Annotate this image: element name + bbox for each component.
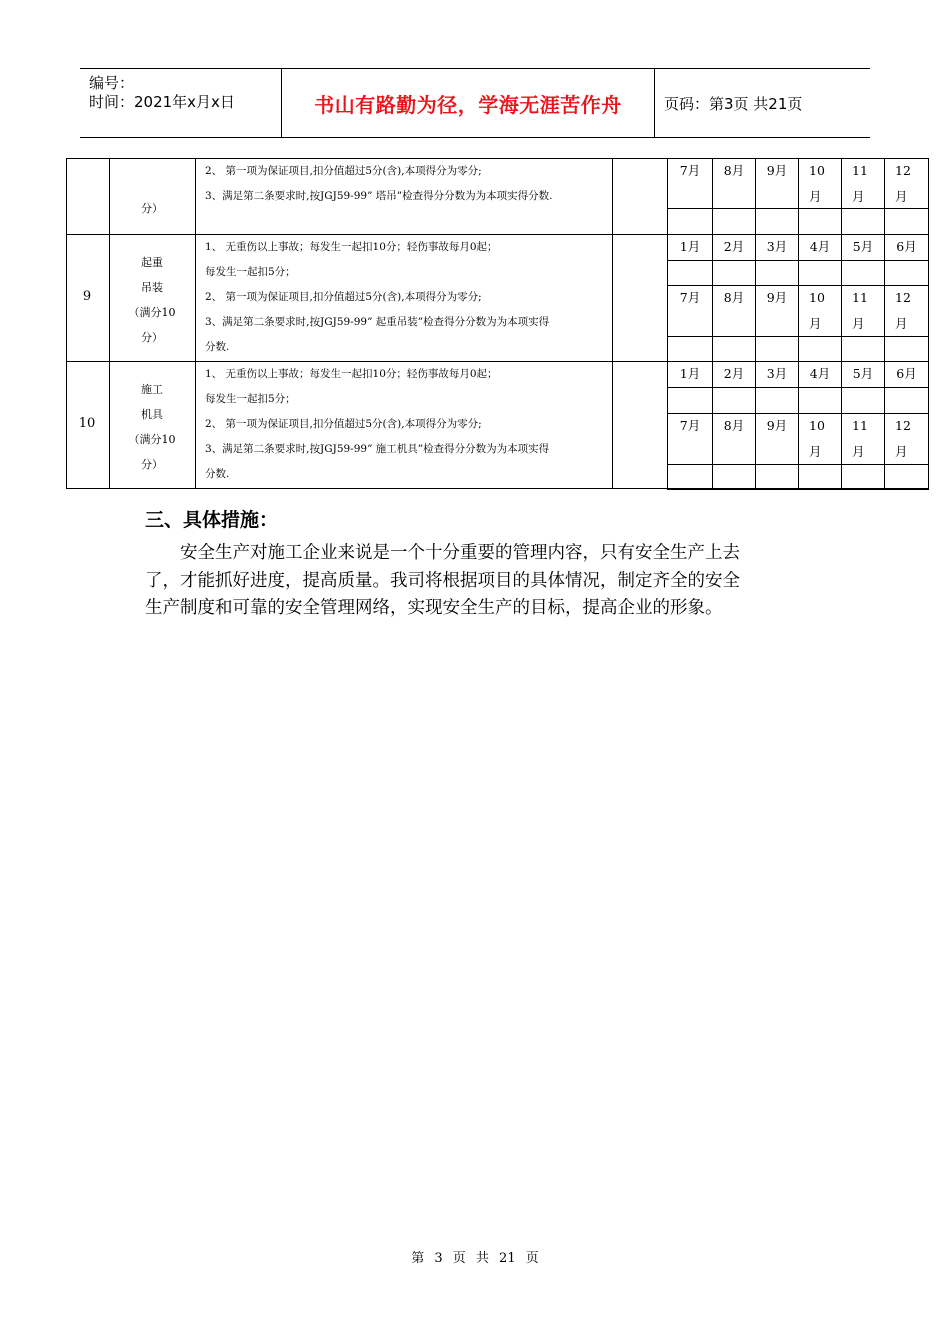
section-title: 三、具体措施： — [145, 509, 279, 531]
paragraph-line: 安全生产对施工企业来说是一个十分重要的管理内容，只有安全生产上去 — [145, 543, 740, 563]
month-cell: 2月 — [723, 239, 745, 254]
month-cell: 3月 — [766, 239, 788, 254]
month-cell: 8月 — [723, 163, 745, 178]
month-cell: 3月 — [766, 366, 788, 381]
table-rule — [667, 489, 929, 490]
month-cell: 7月 — [679, 290, 701, 305]
row-description — [205, 235, 549, 360]
row-description — [205, 159, 553, 209]
description-line: 分数. — [205, 468, 230, 480]
month-cell: 11 月 — [852, 418, 868, 459]
row-number: 10 — [78, 416, 96, 431]
description-line: 1、 无重伤以上事故；每发生一起扣10分；轻伤事故每月0起； — [205, 368, 498, 380]
category-line: （满分10 — [128, 305, 176, 319]
category-line: 吊装 — [141, 280, 163, 294]
description-line: 1、 无重伤以上事故；每发生一起扣10分；轻伤事故每月0起； — [205, 241, 498, 253]
month-cell: 1月 — [679, 239, 701, 254]
month-cell: 10 月 — [809, 418, 825, 459]
month-cell: 1月 — [679, 366, 701, 381]
month-cell: 4月 — [809, 366, 831, 381]
category-line: 施工 — [141, 383, 163, 396]
month-cell: 10 月 — [809, 163, 825, 204]
safety-score-table — [66, 158, 929, 489]
month-cell: 8月 — [723, 290, 745, 305]
month-cell: 5月 — [852, 366, 874, 381]
month-cell: 9月 — [766, 163, 788, 178]
category-line: 分） — [141, 330, 163, 344]
table-rule — [195, 158, 196, 489]
description-line: 3、满足第二条要求时,按JGJ59-99” 施工机具”检查得分分数为为本项实得 — [205, 443, 550, 455]
table-rule — [612, 158, 613, 489]
month-cell: 12 月 — [895, 290, 911, 331]
description-line: 3、满足第二条要求时,按JGJ59-99” 塔吊”检查得分分数为为本项实得分数. — [205, 190, 553, 202]
month-cell: 6月 — [896, 239, 917, 254]
table-rule — [667, 260, 929, 261]
header-info-cell — [80, 69, 282, 137]
description-line: 2、 第一项为保证项目,扣分值超过5分(含),本项得分为零分; — [205, 418, 482, 430]
description-line: 每发生一起扣5分； — [205, 266, 296, 278]
month-cell: 9月 — [766, 418, 788, 433]
month-cell: 8月 — [723, 418, 745, 433]
page-footer: 第 3 页 共 21 页 — [411, 1251, 539, 1266]
month-cell: 12 月 — [895, 418, 911, 459]
description-line: 2、 第一项为保证项目,扣分值超过5分(含),本项得分为零分; — [205, 165, 482, 177]
month-cell: 11 月 — [852, 290, 868, 331]
category-line: （满分10 — [128, 433, 176, 446]
paragraph-line: 生产制度和可靠的安全管理网络，实现安全生产的目标，提高企业的形象。 — [145, 598, 723, 618]
category-line: 机具 — [141, 408, 163, 421]
paragraph-line: 了，才能抓好进度，提高质量。我司将根据项目的具体情况，制定齐全的安全 — [145, 570, 740, 591]
description-line: 2、 第一项为保证项目,扣分值超过5分(含),本项得分为零分; — [205, 291, 482, 303]
category-line: 分） — [141, 458, 163, 471]
category-line: 分） — [141, 202, 163, 215]
row-category — [109, 250, 195, 350]
month-cell: 12 月 — [895, 163, 911, 204]
description-line: 每发生一起扣5分； — [205, 393, 296, 405]
table-rule — [667, 387, 929, 388]
row-category — [109, 196, 195, 221]
month-cell: 4月 — [809, 239, 831, 254]
month-cell: 7月 — [679, 163, 701, 178]
document-header — [80, 68, 870, 138]
row-number: 9 — [82, 288, 92, 304]
table-rule — [66, 158, 67, 489]
row-category — [109, 377, 195, 477]
document-time-label: 时间：2021年x月x日 — [89, 93, 235, 111]
section-paragraph — [145, 540, 810, 623]
month-cell: 10 月 — [809, 290, 825, 331]
document-number-label: 编号： — [89, 74, 135, 92]
month-cell: 5月 — [852, 239, 874, 254]
month-cell: 11 月 — [852, 163, 868, 204]
description-line: 3、满足第二条要求时,按JGJ59-99” 起重吊装”检查得分分数为为本项实得 — [205, 316, 550, 328]
month-cell: 2月 — [723, 366, 745, 381]
header-motto: 书山有路勤为径，学海无涯苦作舟 — [282, 69, 655, 137]
row-description — [205, 362, 549, 487]
month-cell: 9月 — [766, 290, 788, 305]
header-page-label: 页码：第3页 共21页 — [664, 94, 803, 113]
month-cell: 6月 — [896, 366, 917, 381]
category-line: 起重 — [141, 255, 163, 269]
description-line: 分数. — [205, 341, 230, 353]
month-cell: 7月 — [679, 418, 701, 433]
